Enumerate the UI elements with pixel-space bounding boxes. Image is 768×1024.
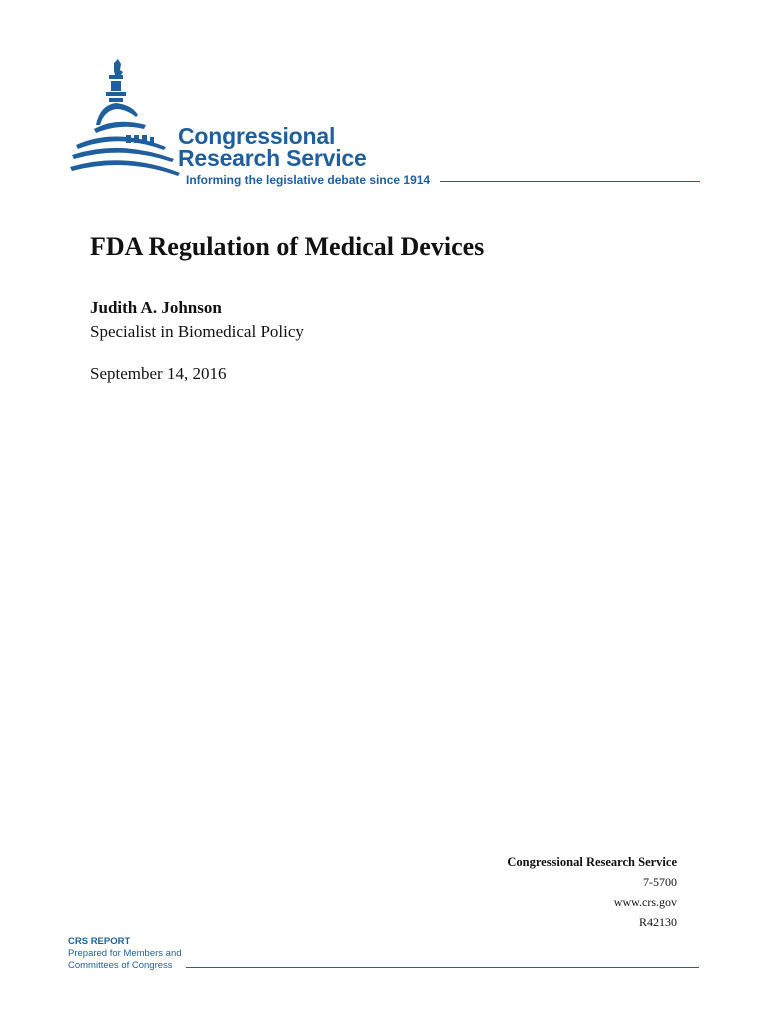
crs-number: 7-5700	[643, 875, 677, 889]
footer	[68, 936, 182, 972]
capitol-dome-icon	[66, 55, 182, 185]
report-date: September 14, 2016	[90, 364, 227, 383]
author-name: Judith A. Johnson	[90, 298, 222, 317]
author-role: Specialist in Biomedical Policy	[90, 322, 304, 341]
logo-name-line1: Congressional	[178, 123, 336, 149]
footer-line2: Committees of Congress	[68, 960, 173, 971]
footer-report-label: CRS REPORT	[68, 936, 131, 947]
crs-info-block	[507, 852, 677, 932]
logo-name-line2: Research Service	[178, 145, 367, 171]
crs-logo	[66, 55, 706, 195]
logo-tagline: Informing the legislative debate since 1914	[186, 173, 431, 187]
footer-line1: Prepared for Members and	[68, 948, 182, 959]
crs-website: www.crs.gov	[613, 895, 677, 909]
header-divider	[440, 181, 700, 182]
crs-report-id: R42130	[638, 915, 677, 929]
crs-name: Congressional Research Service	[507, 855, 677, 869]
logo-wordmark	[178, 125, 367, 169]
report-title: FDA Regulation of Medical Devices	[90, 232, 485, 261]
footer-divider	[186, 967, 699, 968]
